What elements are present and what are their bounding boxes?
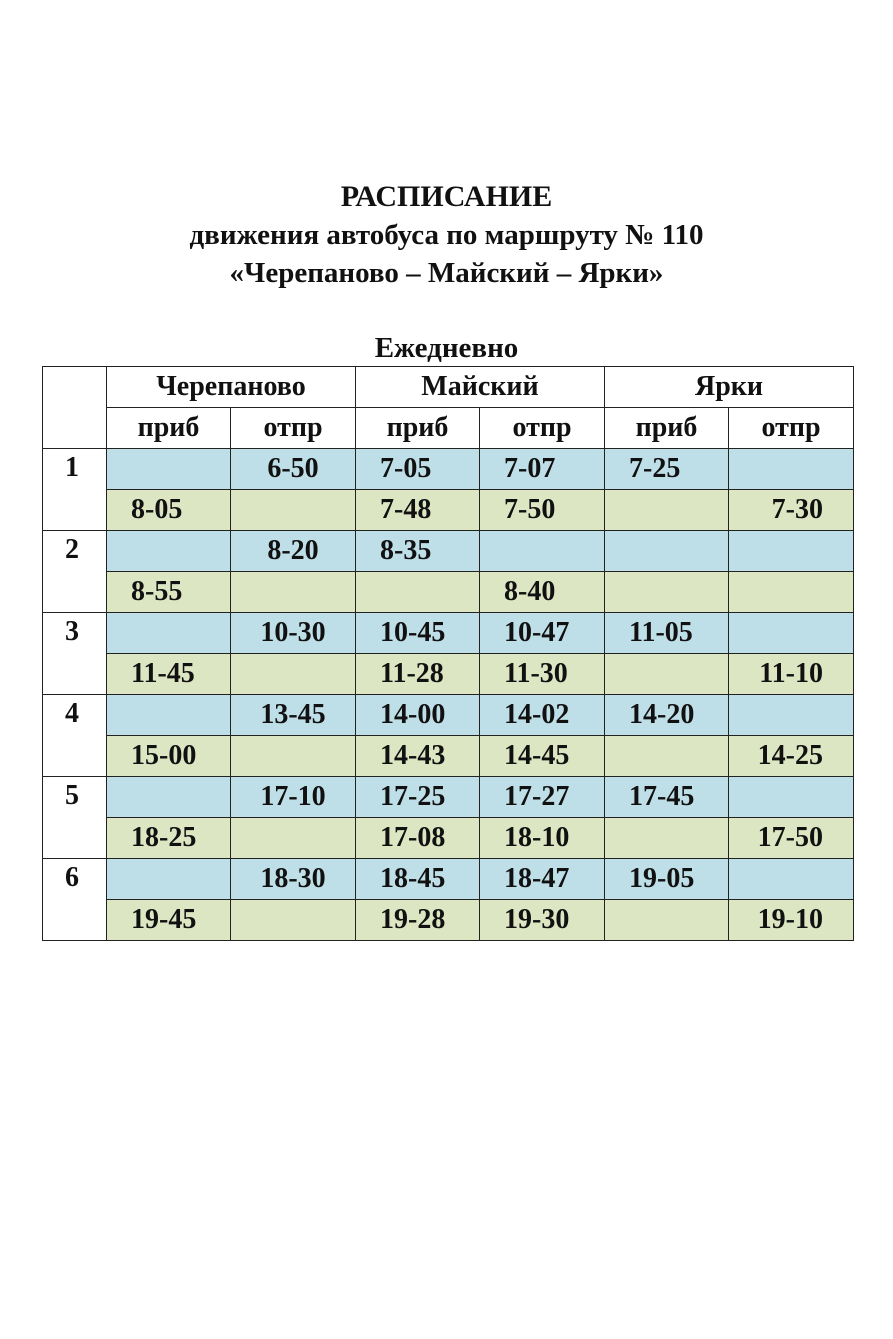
trip-number: 2	[43, 531, 107, 613]
title-line-3: «Черепаново – Майский – Ярки»	[229, 257, 664, 289]
time-cell	[107, 531, 231, 572]
schedule-frequency: Ежедневно	[374, 332, 519, 364]
schedule-table	[42, 366, 854, 941]
time-cell: 8-55	[107, 572, 231, 613]
trip-row	[43, 572, 854, 613]
time-cell: 17-25	[356, 777, 480, 818]
time-cell: 7-25	[605, 449, 729, 490]
time-cell: 7-07	[480, 449, 605, 490]
trip-row	[43, 695, 854, 736]
trip-number: 6	[43, 859, 107, 941]
station-header: Ярки	[605, 367, 854, 408]
trip-number: 1	[43, 449, 107, 531]
title-line-2: движения автобуса по маршруту № 110	[189, 219, 704, 251]
trip-row	[43, 900, 854, 941]
time-cell: 19-28	[356, 900, 480, 941]
time-cell: 8-40	[480, 572, 605, 613]
trip-row	[43, 490, 854, 531]
time-cell	[605, 736, 729, 777]
time-cell: 13-45	[231, 695, 356, 736]
schedule-title	[0, 178, 893, 292]
trip-row	[43, 531, 854, 572]
time-cell	[107, 777, 231, 818]
time-cell: 11-10	[729, 654, 854, 695]
time-cell	[356, 572, 480, 613]
time-cell	[231, 736, 356, 777]
time-cell	[231, 572, 356, 613]
time-cell	[729, 572, 854, 613]
time-cell: 8-05	[107, 490, 231, 531]
time-cell	[231, 818, 356, 859]
time-cell: 8-20	[231, 531, 356, 572]
time-cell	[729, 859, 854, 900]
time-cell: 11-05	[605, 613, 729, 654]
time-cell	[107, 695, 231, 736]
time-cell: 11-45	[107, 654, 231, 695]
time-cell: 19-05	[605, 859, 729, 900]
time-cell	[729, 613, 854, 654]
time-cell: 11-30	[480, 654, 605, 695]
time-cell: 14-43	[356, 736, 480, 777]
time-cell: 14-00	[356, 695, 480, 736]
trip-row	[43, 654, 854, 695]
time-cell	[605, 818, 729, 859]
time-cell	[231, 654, 356, 695]
time-cell: 7-48	[356, 490, 480, 531]
time-cell: 7-50	[480, 490, 605, 531]
trip-row	[43, 818, 854, 859]
time-cell	[107, 613, 231, 654]
time-cell: 10-47	[480, 613, 605, 654]
time-cell	[605, 490, 729, 531]
title-line-1: РАСПИСАНИЕ	[340, 180, 553, 213]
time-cell: 19-30	[480, 900, 605, 941]
time-cell: 6-50	[231, 449, 356, 490]
time-cell	[480, 531, 605, 572]
departure-header: отпр	[231, 408, 356, 449]
time-cell: 18-30	[231, 859, 356, 900]
time-cell: 10-45	[356, 613, 480, 654]
time-cell: 17-45	[605, 777, 729, 818]
time-cell	[605, 654, 729, 695]
arrival-header: приб	[605, 408, 729, 449]
time-cell	[605, 572, 729, 613]
time-cell	[107, 859, 231, 900]
time-cell	[605, 531, 729, 572]
time-cell: 14-45	[480, 736, 605, 777]
trip-row	[43, 736, 854, 777]
time-cell	[729, 695, 854, 736]
time-cell: 18-45	[356, 859, 480, 900]
time-cell: 7-05	[356, 449, 480, 490]
time-cell: 14-02	[480, 695, 605, 736]
time-cell: 14-20	[605, 695, 729, 736]
time-cell: 18-25	[107, 818, 231, 859]
time-cell: 19-10	[729, 900, 854, 941]
trip-number: 3	[43, 613, 107, 695]
trip-row	[43, 859, 854, 900]
time-cell	[231, 900, 356, 941]
subheader-row	[43, 408, 854, 449]
trip-number: 4	[43, 695, 107, 777]
arrival-header: приб	[107, 408, 231, 449]
trip-number: 5	[43, 777, 107, 859]
trip-row	[43, 613, 854, 654]
time-cell	[231, 490, 356, 531]
time-cell: 18-10	[480, 818, 605, 859]
time-cell	[605, 900, 729, 941]
trip-row	[43, 449, 854, 490]
time-cell: 7-30	[729, 490, 854, 531]
station-header: Черепаново	[107, 367, 356, 408]
arrival-header: приб	[356, 408, 480, 449]
station-header-row	[43, 367, 854, 408]
trip-row	[43, 777, 854, 818]
time-cell	[107, 449, 231, 490]
time-cell: 8-35	[356, 531, 480, 572]
time-cell: 17-10	[231, 777, 356, 818]
corner-cell	[43, 367, 107, 449]
station-header: Майский	[356, 367, 605, 408]
time-cell	[729, 449, 854, 490]
time-cell: 19-45	[107, 900, 231, 941]
time-cell: 11-28	[356, 654, 480, 695]
time-cell: 17-27	[480, 777, 605, 818]
time-cell: 10-30	[231, 613, 356, 654]
time-cell	[729, 777, 854, 818]
departure-header: отпр	[480, 408, 605, 449]
time-cell: 18-47	[480, 859, 605, 900]
time-cell: 17-50	[729, 818, 854, 859]
time-cell: 15-00	[107, 736, 231, 777]
time-cell	[729, 531, 854, 572]
time-cell: 14-25	[729, 736, 854, 777]
departure-header: отпр	[729, 408, 854, 449]
time-cell: 17-08	[356, 818, 480, 859]
